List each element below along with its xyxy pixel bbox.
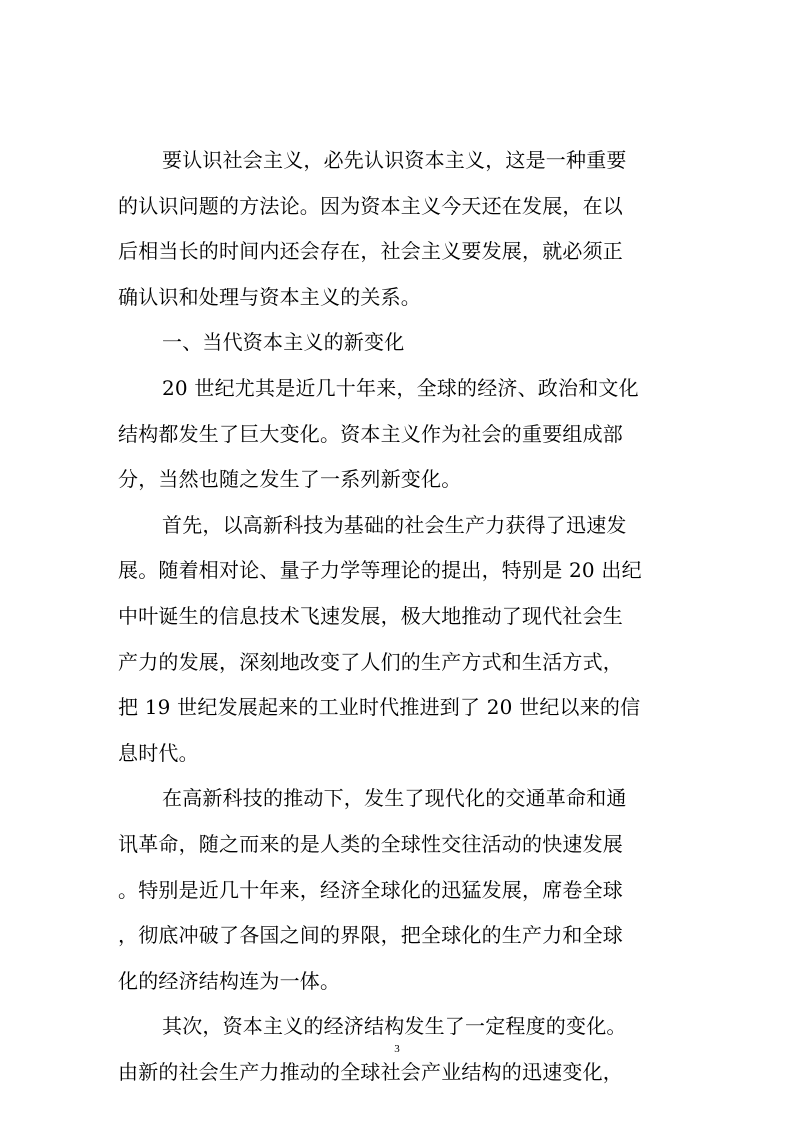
page-number: 3 bbox=[394, 1043, 400, 1055]
section-heading: 一、当代资本主义的新变化 bbox=[162, 330, 405, 355]
text-line: ，彻底冲破了各国之间的界限，把全球化的生产力和全球 bbox=[118, 923, 623, 948]
text-line: 息时代。 bbox=[118, 740, 199, 765]
text-line: 展。随着相对论、量子力学等理论的提出，特别是 20 出纪 bbox=[118, 558, 642, 583]
text-line: 20 世纪尤其是近几十年来，全球的经济、政治和文化 bbox=[162, 375, 639, 400]
text-line: 结构都发生了巨大变化。资本主义作为社会的重要组成部 bbox=[118, 421, 623, 446]
text-line: 中叶诞生的信息技术飞速发展，极大地推动了现代社会生 bbox=[118, 603, 623, 628]
text-line: 后相当长的时间内还会存在，社会主义要发展，就必须正 bbox=[118, 239, 623, 264]
body-text bbox=[118, 138, 670, 1095]
text-line: 化的经济结构连为一体。 bbox=[118, 968, 341, 993]
text-line: 产力的发展，深刻地改变了人们的生产方式和生活方式， bbox=[118, 649, 623, 674]
text-line: 。特别是近几十年来，经济全球化的迅猛发展，席卷全球 bbox=[118, 877, 623, 902]
text-line: 首先，以高新科技为基础的社会生产力获得了迅速发 bbox=[162, 512, 627, 537]
text-line: 由新的社会生产力推动的全球社会产业结构的迅速变化， bbox=[118, 1059, 623, 1084]
text-line: 在高新科技的推动下，发生了现代化的交通革命和通 bbox=[162, 786, 627, 811]
text-line: 把 19 世纪发展起来的工业时代推进到了 20 世纪以来的信 bbox=[118, 695, 641, 720]
text-line: 的认识问题的方法论。因为资本主义今天还在发展，在以 bbox=[118, 193, 623, 218]
text-line: 确认识和处理与资本主义的关系。 bbox=[118, 284, 421, 309]
text-line: 要认识社会主义，必先认识资本主义，这是一种重要 bbox=[162, 148, 627, 172]
text-line: 讯革命，随之而来的是人类的全球性交往活动的快速发展 bbox=[118, 831, 623, 856]
text-line: 其次，资本主义的经济结构发生了一定程度的变化。 bbox=[162, 1014, 627, 1039]
text-line: 分，当然也随之发生了一系列新变化。 bbox=[118, 467, 462, 492]
